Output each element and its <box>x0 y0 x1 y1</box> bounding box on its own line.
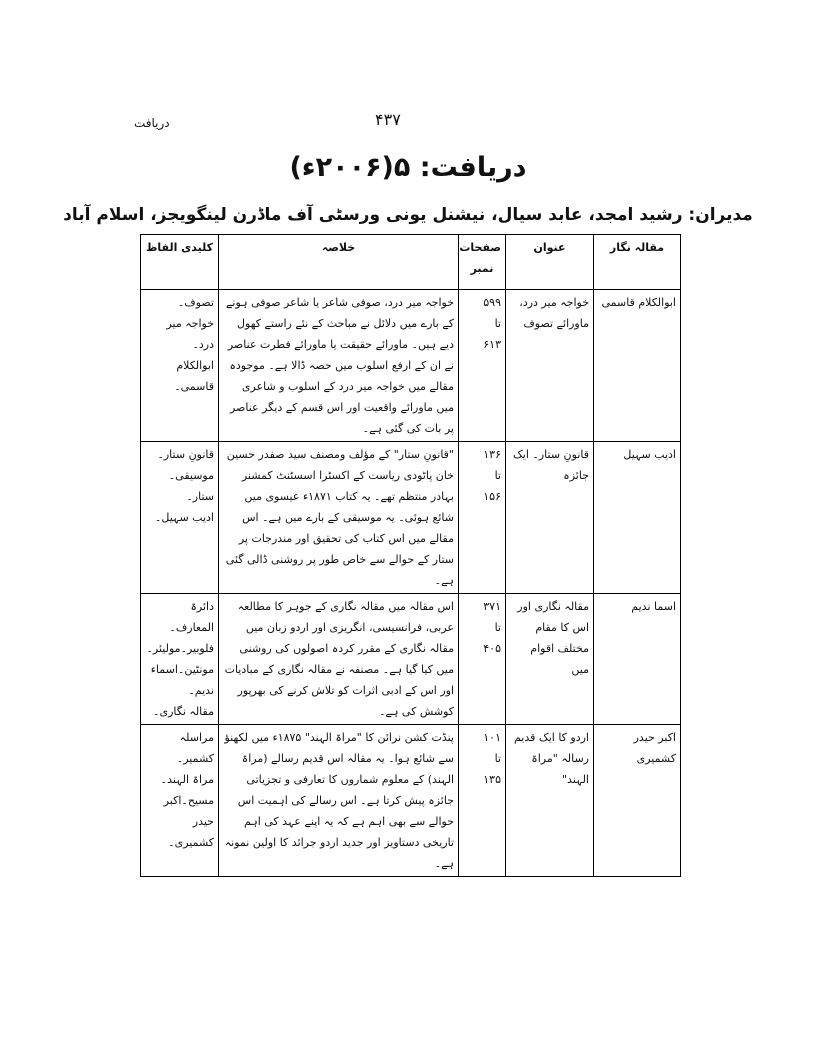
title-cell: مقالہ نگاری اور اس کا مقام مختلف اقوام میں <box>506 594 594 725</box>
title-cell: خواجہ میر درد، ماورائے تصوف <box>506 290 594 442</box>
keyword: ابوالکلام قاسمی۔ <box>174 359 214 393</box>
keyword: مراسلہ کشمیر۔ <box>176 731 214 765</box>
pages-cell <box>459 594 506 725</box>
keyword: ندیم۔ <box>188 684 214 697</box>
keywords-cell <box>141 290 219 442</box>
page-title: دریافت: ۵(۲۰۰۶ء) <box>289 152 527 183</box>
pages-cell <box>459 442 506 594</box>
page-range-word: تا <box>494 621 501 634</box>
summary-cell: خواجہ میر درد، صوفی شاعر یا شاعر صوفی ہونے کے بارے میں دلائل نے مباحث کے نئے راستے کھول دیے ہیں۔ ماورائے حقیقت یا ماورائے فطرت عناصر نے ان کے ارفع اسلوب میں حصہ ڈالا ہے۔ موجودہ مقالے میں خواجہ میر درد کے اسلوب و شاعری میں ماورائے واقعیت اور اس قسم کے دیگر عناصر پر بات کی گئی ہے۔ <box>219 290 459 442</box>
page-start: ۱۰۱ <box>483 731 501 744</box>
table-row <box>141 594 681 725</box>
keywords-cell <box>141 725 219 877</box>
keyword: فلوبیر۔مولیئر۔ <box>146 642 214 655</box>
running-head: دریافت <box>134 116 170 130</box>
page-start: ۱۳۶ <box>483 448 501 461</box>
header-keywords: کلیدی الفاظ <box>141 235 219 290</box>
summary-cell: پنڈت کشن نرائن کا "مراۃ الہند" ۱۸۷۵ء میں لکھنؤ سے شائع ہوا۔ یہ مقالہ اس قدیم رسالے (مراۃ الہند) کے معلوم شماروں کا تعارفی و تجزیاتی جائزہ پیش کرتا ہے۔ اس رسالے کی اہمیت اس حوالے سے بھی اہم ہے کہ یہ اپنے عہد کی اہم تاریخی دستاویز اور جدید اردو جرائد کا اولین نمونہ ہے۔ <box>219 725 459 877</box>
page-end: ۶۱۳ <box>483 338 501 351</box>
keyword: مونٹین۔اسماء <box>150 663 214 676</box>
summary-cell: اس مقالہ میں مقالہ نگاری کے جوہر کا مطالعہ عربی، فرانسیسی، انگریزی اور اردو زبان میں مقالہ نگاری کے مقرر کردہ اصولوں کی روشنی میں کیا گیا ہے۔ مصنفہ نے مقالہ نگاری کے مبادیات اور اس کے ادبی اثرات کو تلاش کرنے کی بھرپور کوشش کی ہے۔ <box>219 594 459 725</box>
header-title: عنوان <box>506 235 594 290</box>
header-author: مقالہ نگار <box>594 235 681 290</box>
pages-cell <box>459 290 506 442</box>
keyword: تصوف۔ <box>177 296 214 309</box>
page-end: ۴۰۵ <box>483 642 501 655</box>
table-row <box>141 442 681 594</box>
author-cell: اسما ندیم <box>594 594 681 725</box>
page-number: ۴۳۷ <box>375 110 401 129</box>
keyword: مراۃ الہند۔ <box>160 773 214 786</box>
author-cell: ابوالکلام قاسمی <box>594 290 681 442</box>
keyword: خواجہ میر درد۔ <box>166 317 214 351</box>
page-start: ۳۷۱ <box>483 600 501 613</box>
keyword: موسیقی۔ستار۔ <box>168 469 214 503</box>
keyword: ادیب سہیل۔ <box>154 511 214 524</box>
editors-line: مدیران: رشید امجد، عابد سیال، نیشنل یونی ورسٹی آف ماڈرن لینگویجز، اسلام آباد <box>63 205 753 225</box>
index-table <box>140 234 681 877</box>
author-cell: اکبر حیدر کشمیری <box>594 725 681 877</box>
page-end: ۱۵۶ <box>483 490 501 503</box>
keywords-cell <box>141 442 219 594</box>
keyword: قانونِ ستار۔ <box>157 448 214 461</box>
page-end: ۱۳۵ <box>483 773 501 786</box>
keyword: مقالہ نگاری۔ <box>153 705 214 718</box>
summary-cell: "قانونِ ستار" کے مؤلف ومصنف سید صفدر حسین خان پاٹودی ریاست کے اکسٹرا اسسٹنٹ کمشنر بہادر منتظم تھے۔ یہ کتاب ۱۸۷۱ء عیسوی میں شائع ہوئی۔ یہ موسیقی کے بارے میں ہے۔ اس مقالے میں اس کتاب کی تحقیق اور مندرجات پر ستار کے حوالے سے خاص طور پر روشنی ڈالی گئی ہے۔ <box>219 442 459 594</box>
title-cell: قانونِ ستار۔ ایک جائزہ <box>506 442 594 594</box>
table-row <box>141 725 681 877</box>
keyword: دائرۃ المعارف۔ <box>169 600 214 634</box>
header-summary: خلاصہ <box>219 235 459 290</box>
page-range-word: تا <box>494 752 501 765</box>
keyword: مسیح۔اکبر حیدر <box>163 794 214 828</box>
page-range-word: تا <box>494 317 501 330</box>
keyword: کشمیری۔ <box>168 836 214 849</box>
keywords-cell <box>141 594 219 725</box>
table-row <box>141 290 681 442</box>
header-pages: صفحات نمبر <box>459 235 506 290</box>
page-start: ۵۹۹ <box>483 296 501 309</box>
page-range-word: تا <box>494 469 501 482</box>
table-header-row <box>141 235 681 290</box>
author-cell: ادیب سہیل <box>594 442 681 594</box>
pages-cell <box>459 725 506 877</box>
title-cell: اردو کا ایک قدیم رسالہ "مراۃ الہند" <box>506 725 594 877</box>
